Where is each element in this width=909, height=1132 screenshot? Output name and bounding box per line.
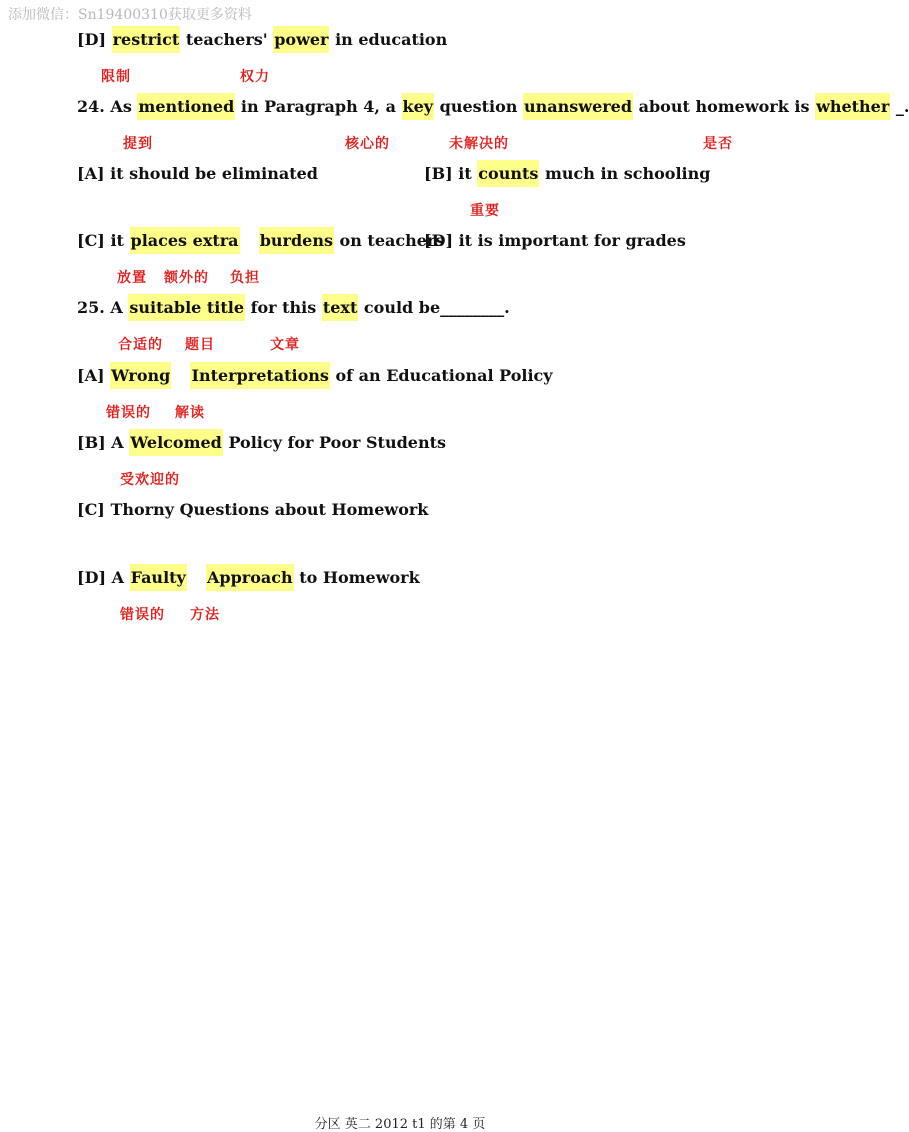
text: 24. As (77, 97, 132, 116)
highlight-word: mentioned (137, 93, 235, 120)
annotation: 权力 (240, 69, 270, 85)
highlight-word: restrict (112, 26, 181, 53)
text: in education (335, 30, 448, 49)
annotation: 题目 (185, 337, 215, 353)
option-label: [A] (77, 366, 105, 385)
text: [D] A (77, 568, 124, 587)
highlight-word: Wrong (110, 362, 171, 389)
text: [B] A (77, 433, 124, 452)
q24-option-d: [D] it is important for grades (424, 231, 686, 250)
highlight-word: Welcomed (129, 429, 223, 456)
q25-option-b (77, 428, 446, 458)
q25-option-c: [C] Thorny Questions about Homework (77, 500, 429, 519)
text: teachers' (185, 30, 268, 49)
q24-option-b (424, 159, 710, 189)
highlight-word: places extra (130, 227, 240, 254)
watermark: 添加微信：Sn19400310获取更多资料 (8, 7, 252, 23)
text: about homework is (638, 97, 810, 116)
text: to Homework (299, 568, 420, 587)
highlight-word: power (273, 26, 329, 53)
page-footer: 分区 英二 2012 t1 的第 4 页 (314, 1117, 486, 1132)
annotation: 限制 (101, 69, 131, 85)
text: much in schooling (544, 164, 711, 183)
q24-option-c (77, 226, 444, 256)
annotation: 解读 (175, 405, 205, 421)
annotation: 提到 (123, 136, 153, 152)
text: in Paragraph 4, a (240, 97, 396, 116)
text: _. (895, 97, 909, 116)
q24-stem (77, 92, 909, 122)
annotation: 核心的 (345, 136, 390, 152)
text: question (439, 97, 518, 116)
annotation: 文章 (270, 337, 300, 353)
text: could be________. (363, 298, 510, 317)
annotation: 错误的 (120, 607, 165, 623)
text: for this (250, 298, 317, 317)
highlight-word: whether (815, 93, 890, 120)
highlight-word: counts (477, 160, 539, 187)
text: [B] it (424, 164, 472, 183)
highlight-word: text (322, 294, 359, 321)
text: [C] it (77, 231, 124, 250)
highlight-word: burdens (259, 227, 334, 254)
annotation: 负担 (230, 270, 260, 286)
highlight-word: unanswered (523, 93, 633, 120)
annotation: 重要 (470, 203, 500, 219)
annotation: 合适的 (118, 337, 163, 353)
q23-option-d (77, 25, 447, 55)
annotation: 未解决的 (449, 136, 509, 152)
highlight-word: suitable title (128, 294, 245, 321)
text: 25. A (77, 298, 123, 317)
annotation: 方法 (190, 607, 220, 623)
option-label: [D] (77, 30, 107, 49)
text: on teachers (339, 231, 445, 250)
annotation: 额外的 (164, 270, 209, 286)
q25-option-a (77, 361, 553, 391)
highlight-word: Approach (206, 564, 294, 591)
text: of an Educational Policy (335, 366, 553, 385)
highlight-word: Faulty (130, 564, 187, 591)
annotation: 错误的 (106, 405, 151, 421)
highlight-word: Interpretations (190, 362, 329, 389)
text: Policy for Poor Students (228, 433, 446, 452)
q25-option-d (77, 563, 420, 593)
annotation: 受欢迎的 (120, 472, 180, 488)
highlight-word: key (402, 93, 435, 120)
q24-option-a: [A] it should be eliminated (77, 164, 318, 183)
q25-stem (77, 293, 510, 323)
annotation: 放置 (117, 270, 147, 286)
annotation: 是否 (703, 136, 733, 152)
